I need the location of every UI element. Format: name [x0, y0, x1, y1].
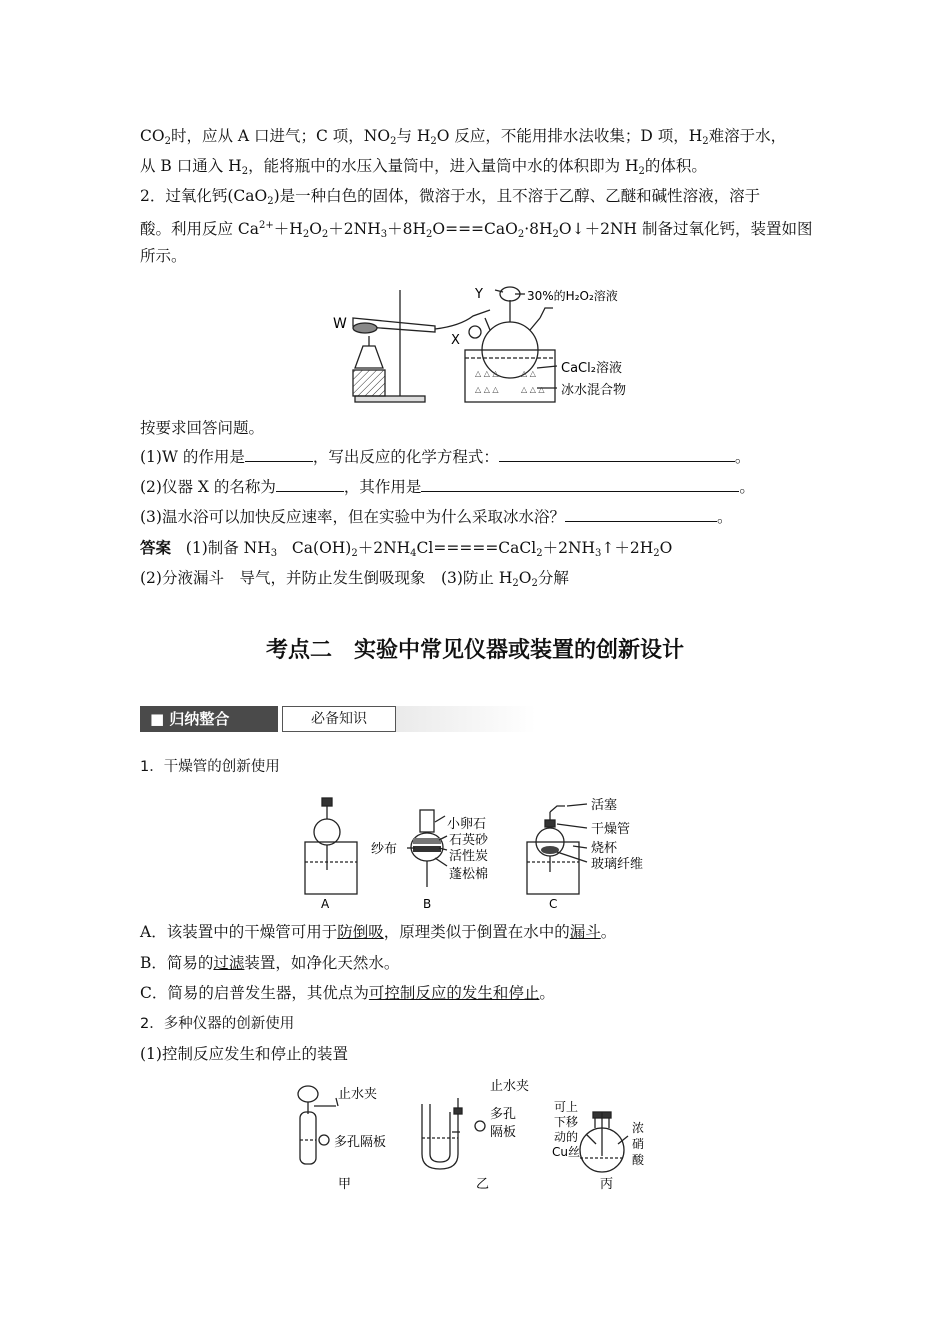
- bulb-x: [469, 326, 481, 338]
- subscript: 3: [595, 548, 602, 559]
- text: ，写出反应的化学方程式：: [312, 448, 499, 466]
- label-h2o2: 30%的H₂O₂溶液: [527, 289, 618, 303]
- drying-tube-bulb-a: [314, 819, 340, 845]
- text: CO: [140, 127, 165, 145]
- label-clamp-yi: 止水夹: [490, 1079, 530, 1094]
- subscript: 2: [426, 229, 433, 240]
- label-stopcock: 活塞: [591, 798, 618, 813]
- reaction-control-figure: [290, 1074, 660, 1196]
- label-clamp-jia: 止水夹: [338, 1087, 378, 1102]
- text: 。: [600, 923, 617, 941]
- text: ，能将瓶中的水压入量筒中，进入量筒中水的体积即为 H: [248, 157, 639, 175]
- quartz-layer: [413, 838, 441, 844]
- text: (2)仪器 X 的名称为: [140, 478, 276, 496]
- underlined-answer: 可控制反应的发生和停止: [368, 984, 540, 1002]
- text: 。: [539, 984, 555, 1002]
- underlined-answer: 漏斗: [569, 923, 601, 941]
- label-gauze: 纱布: [371, 842, 398, 857]
- superscript: 2+: [259, 220, 274, 231]
- text: )是一种白色的固体，微溶于水，且不溶于乙醇、乙醚和碱性溶液，溶于: [273, 187, 761, 205]
- text: 酸。利用反应 Ca: [140, 220, 260, 238]
- drying-tube-figure: [295, 792, 665, 912]
- outlet-tube: [540, 308, 553, 318]
- text: 的体积。: [644, 157, 707, 175]
- reagent-mixture: [353, 323, 377, 333]
- k1-item-a: [140, 922, 616, 942]
- svg-text:△ △ △: △ △ △: [475, 369, 499, 378]
- stopper-yi: [454, 1108, 462, 1114]
- subscript: 2: [241, 166, 249, 177]
- label-beaker: 烧杯: [591, 841, 618, 856]
- subscript: 2: [517, 229, 525, 240]
- subscript: 2: [302, 229, 310, 240]
- text: 装置，如净化天然水。: [244, 954, 400, 972]
- subscript: 3: [380, 229, 388, 240]
- label-acid-2: 硝: [632, 1137, 645, 1151]
- subscript: 2: [552, 229, 559, 240]
- flask-side-neck-right: [530, 318, 540, 330]
- text: ，原理类似于倒置在水中的: [383, 923, 570, 941]
- section-banner: [140, 704, 516, 734]
- k1-item-b: [140, 953, 399, 973]
- answer-blank[interactable]: [565, 507, 717, 522]
- porous-plate-icon-yi: [475, 1121, 485, 1131]
- banner-label-summary: ■ 归纳整合: [140, 706, 278, 732]
- u-tube-yi: [422, 1104, 458, 1169]
- text: 按要求回答问题。: [140, 419, 265, 437]
- text: O: [659, 539, 673, 557]
- answer-blank[interactable]: [421, 477, 739, 492]
- label-y: Y: [475, 287, 483, 302]
- caption-bing: 丙: [600, 1177, 614, 1192]
- text: 。: [739, 478, 755, 496]
- text: 与 H: [396, 127, 431, 145]
- k2-subtitle: (1)控制反应发生和停止的装置: [140, 1045, 348, 1063]
- text: 从 B 口通入 H: [140, 157, 242, 175]
- text: O↓＋2NH 制备过氧化钙，装置如图: [558, 220, 813, 238]
- text: ↑＋2H: [601, 539, 654, 557]
- text: ＋2NH: [357, 539, 411, 557]
- text: (1)W 的作用是: [140, 448, 245, 466]
- text: (3)温水浴可以加快反应速率，但在实验中为什么采取冰水浴？: [140, 508, 565, 526]
- subscript: 2: [430, 136, 437, 147]
- subscript: 2: [267, 196, 274, 207]
- alcohol-lamp: [355, 346, 383, 368]
- text: A．该装置中的干燥管可用于: [140, 923, 338, 941]
- q2-line-3: [140, 246, 187, 266]
- svg-text:△ △ △: △ △ △: [521, 385, 545, 394]
- part-1: [140, 447, 750, 467]
- text: ，其作用是: [343, 478, 422, 496]
- text: 所示。: [140, 247, 187, 265]
- answer-blank[interactable]: [499, 447, 735, 462]
- intro-line-2: [140, 156, 707, 182]
- label-move-3: 动的: [554, 1130, 579, 1144]
- heater-block: [353, 370, 385, 396]
- subscript: 2: [351, 548, 358, 559]
- subscript: 2: [321, 229, 329, 240]
- text: ·8H: [524, 220, 553, 238]
- subscript: 2: [638, 166, 645, 177]
- text: C．简易的启普发生器，其优点为: [140, 984, 369, 1002]
- carbon-layer: [413, 846, 441, 852]
- text: (1)制备 NH: [185, 539, 271, 557]
- text: 时，应从 A 口进气；C 项，NO: [170, 127, 391, 145]
- k1-item-c: [140, 983, 555, 1003]
- label-acid-1: 浓: [632, 1121, 645, 1135]
- leader-line: [537, 366, 557, 368]
- text: 分解: [537, 569, 569, 587]
- stopper-c: [545, 820, 555, 827]
- text: O: [309, 220, 322, 238]
- answer-label: 答案: [140, 539, 172, 557]
- svg-text:△ △: △ △: [521, 369, 536, 378]
- subscript: 2: [653, 548, 660, 559]
- caption-yi: 乙: [476, 1177, 490, 1192]
- answer-line-1: [140, 538, 672, 564]
- k1-title: 1．干燥管的创新使用: [140, 759, 280, 775]
- leader-line: [557, 824, 587, 828]
- svg-text:△ △ △: △ △ △: [475, 385, 499, 394]
- q2-line-1: [140, 186, 760, 212]
- beaker-a: [305, 842, 357, 894]
- label-plate-jia: 多孔隔板: [334, 1135, 387, 1150]
- label-acid-3: 酸: [632, 1153, 645, 1167]
- calcium-peroxide-apparatus-figure: [325, 280, 635, 410]
- tube-top-b: [420, 810, 434, 832]
- answer-line-2: [140, 568, 569, 594]
- label-carbon: 活性炭: [449, 849, 489, 864]
- leader-line: [557, 852, 587, 862]
- label-w: W: [333, 316, 347, 332]
- section-heading: 考点二 实验中常见仪器或装置的创新设计: [265, 638, 684, 663]
- part-3: [140, 507, 732, 527]
- banner-label-knowledge: 必备知识: [282, 706, 396, 732]
- stand-base: [355, 396, 425, 402]
- answer-blank[interactable]: [245, 447, 313, 462]
- funnel-jia: [298, 1086, 318, 1102]
- subscript: 2: [536, 548, 543, 559]
- porous-plate-icon-jia: [319, 1135, 329, 1145]
- label-move-1: 可上: [554, 1100, 579, 1114]
- text: ＋2NH: [542, 539, 596, 557]
- text: ＋2NH: [328, 220, 381, 238]
- label-quartz: 石英砂: [449, 833, 489, 848]
- subscript: 3: [270, 548, 278, 559]
- caption-a: A: [321, 897, 330, 911]
- ask-line: [140, 418, 264, 438]
- text: ＋H: [273, 220, 303, 238]
- label-ice-water: 冰水混合物: [561, 383, 627, 398]
- underlined-answer: 过滤: [213, 954, 245, 972]
- delivery-tube: [435, 310, 490, 329]
- leader-line: [573, 846, 587, 848]
- text: O 反应，不能用排水法收集；D 项，H: [436, 127, 703, 145]
- leader-line: [567, 804, 587, 806]
- subscript: 2: [512, 578, 519, 589]
- text: 。: [734, 448, 751, 466]
- text: 难溶于水，: [708, 127, 787, 145]
- subscript: 2: [164, 136, 171, 147]
- label-plate-yi-2: 隔板: [490, 1125, 517, 1140]
- caption-b: B: [423, 897, 432, 911]
- label-plate-yi-1: 多孔: [490, 1107, 517, 1122]
- u-tube-inner-yi: [430, 1104, 450, 1162]
- text: O===CaO: [432, 220, 518, 238]
- text: Cl=====CaCl: [416, 539, 537, 557]
- k2-title: 2．多种仪器的创新使用: [140, 1016, 295, 1032]
- intro-line-1: [140, 126, 786, 152]
- caption-c: C: [549, 897, 558, 911]
- subscript: 2: [702, 136, 709, 147]
- label-x: X: [451, 333, 460, 348]
- subscript: 2: [531, 578, 538, 589]
- part-2: [140, 477, 755, 497]
- leader-line: [435, 816, 445, 822]
- subscript: 4: [410, 548, 417, 559]
- text: Ca(OH): [291, 539, 352, 557]
- q2-line-2: [140, 216, 813, 245]
- flask-side-neck-left: [485, 318, 490, 330]
- label-glass-fiber: 玻璃纤维: [591, 857, 644, 872]
- stopper-a: [322, 798, 332, 806]
- subscript: 2: [390, 136, 397, 147]
- answer-blank[interactable]: [276, 477, 344, 492]
- caption-jia: 甲: [338, 1177, 352, 1192]
- label-cotton: 蓬松棉: [449, 867, 489, 882]
- stopcock-tube: [550, 806, 565, 812]
- label-move-2: 下移: [554, 1115, 579, 1129]
- label-cacl2: CaCl₂溶液: [561, 361, 622, 376]
- underlined-answer: 防倒吸: [337, 923, 384, 941]
- leader-line: [435, 858, 447, 866]
- glass-fiber: [541, 846, 559, 854]
- label-move-4: Cu丝: [552, 1145, 580, 1159]
- text: O: [518, 569, 532, 587]
- text: ＋8H: [387, 220, 426, 238]
- leader-line: [586, 1134, 596, 1144]
- label-drying-tube: 干燥管: [591, 822, 631, 837]
- label-pebble: 小卵石: [447, 817, 487, 832]
- test-tube-jia: [300, 1112, 316, 1164]
- text: (2)分液漏斗 导气，并防止发生倒吸现象 (3)防止 H: [140, 569, 513, 587]
- text: 2．过氧化钙(CaO: [140, 187, 268, 205]
- text: 。: [716, 508, 733, 526]
- text: B．简易的: [140, 954, 214, 972]
